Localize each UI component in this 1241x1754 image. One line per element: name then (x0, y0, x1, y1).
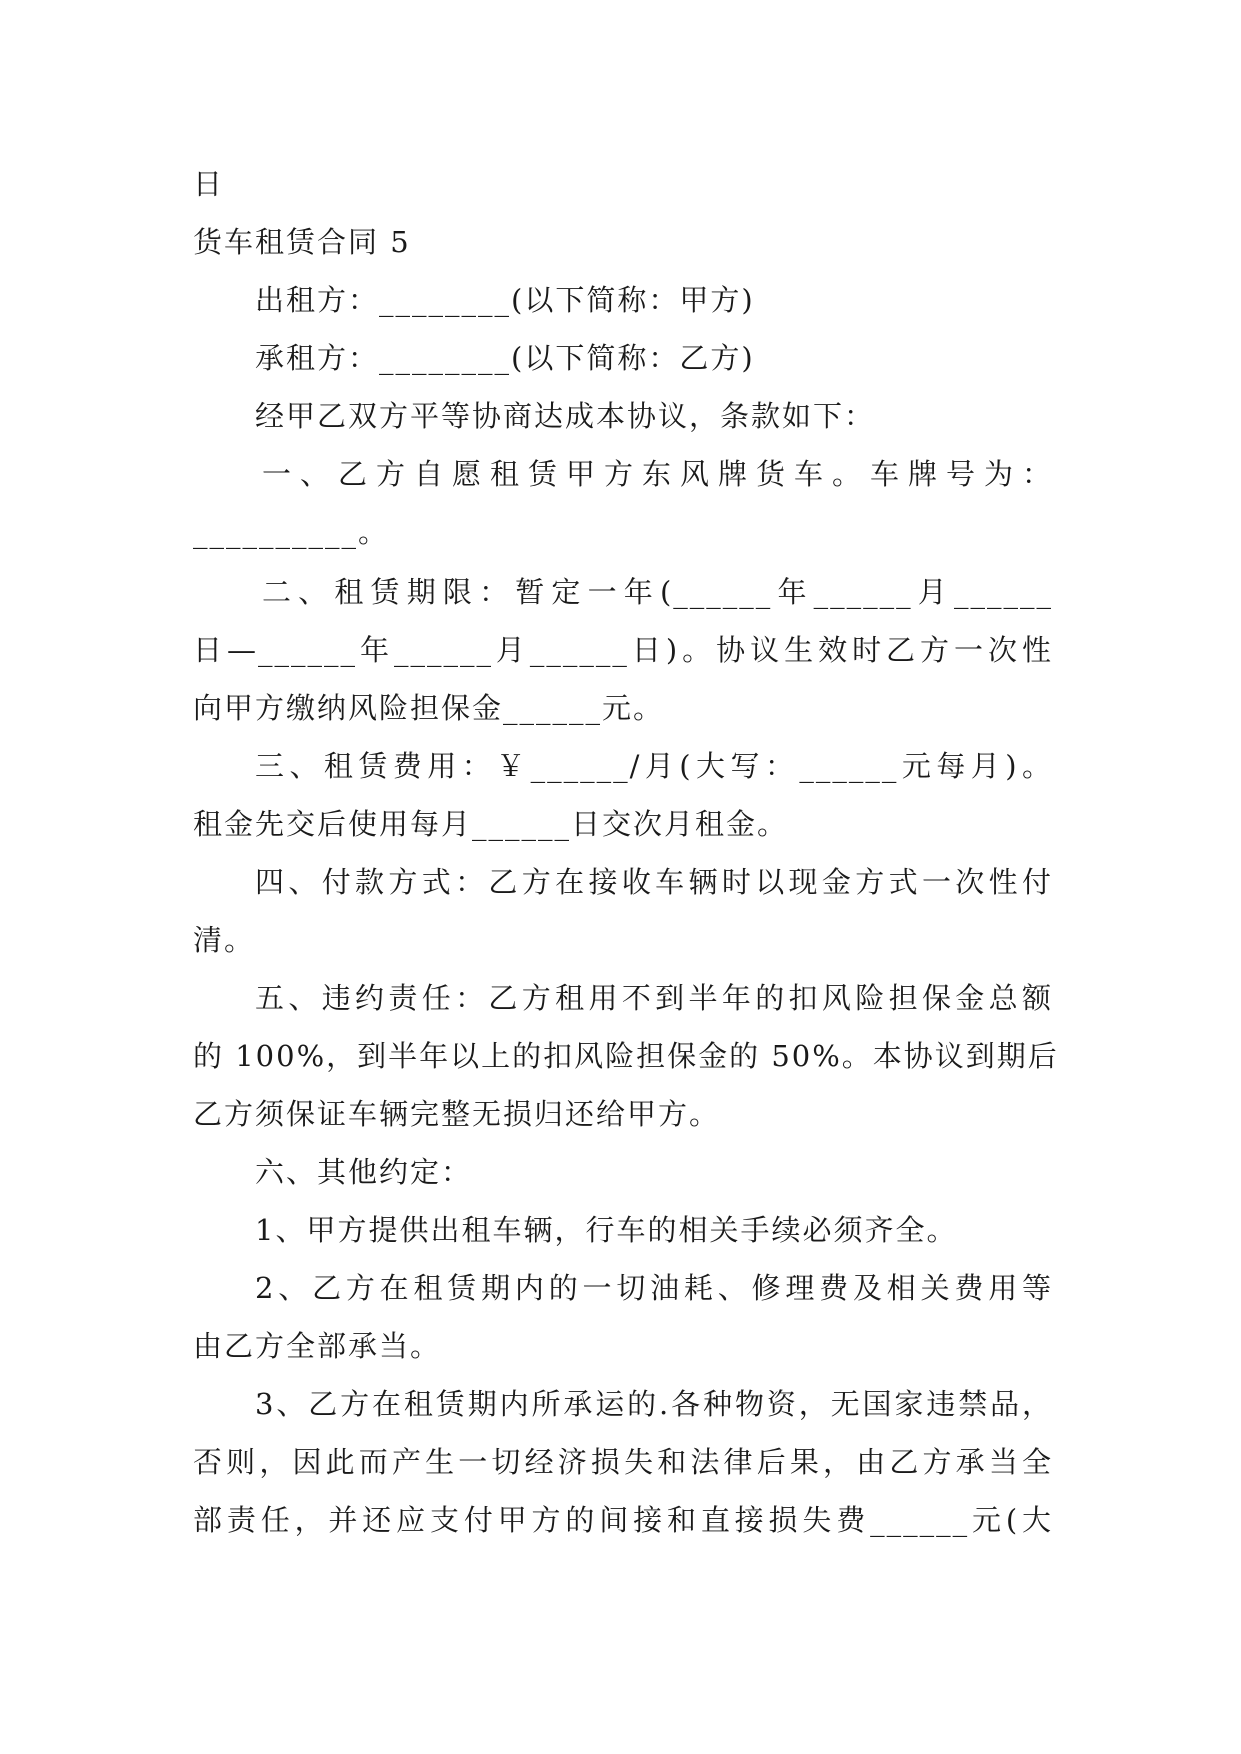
intro-line: 经甲乙双方平等协商达成本协议，条款如下： (255, 399, 876, 433)
clause-5-line-3: 乙方须保证车辆完整无损归还给甲方。 (193, 1097, 721, 1131)
clause-2-line-2: 日—______年______月______日)。协议生效时乙方一次性 (193, 633, 1053, 667)
clause-5-line-1: 五、违约责任：乙方租用不到半年的扣风险担保金总额 (255, 981, 1053, 1015)
clause-6-item-3-line-3: 部责任，并还应支付甲方的间接和直接损失费______元(大 (193, 1503, 1053, 1537)
clause-1-line-2: __________。 (193, 515, 390, 549)
clause-2-line-3: 向甲方缴纳风险担保金______元。 (193, 691, 665, 725)
clause-1-line-1: 一、乙方自愿租赁甲方东风牌货车。车牌号为： (262, 457, 1053, 491)
lessor-line: 出租方：________(以下简称：甲方) (255, 283, 755, 317)
clause-6-item-2-line-1: 2、乙方在租赁期内的一切油耗、修理费及相关费用等 (255, 1271, 1053, 1305)
clause-6-heading: 六、其他约定： (255, 1155, 473, 1189)
contract-title: 货车租赁合同 5 (193, 225, 411, 259)
clause-3-line-2: 租金先交后使用每月______日交次月租金。 (193, 807, 789, 841)
clause-3-line-1: 三、租赁费用：￥______/月(大写：______元每月)。 (255, 749, 1053, 783)
clause-6-item-1: 1、甲方提供出租车辆，行车的相关手续必须齐全。 (255, 1213, 958, 1247)
clause-4-line-2: 清。 (193, 923, 256, 957)
clause-5-line-2: 的 100%，到半年以上的扣风险担保金的 50%。本协议到期后 (193, 1039, 1059, 1073)
clause-4-line-1: 四、付款方式：乙方在接收车辆时以现金方式一次性付 (255, 865, 1053, 899)
clause-6-item-2-line-2: 由乙方全部承当。 (193, 1329, 442, 1363)
clause-6-item-3-line-1: 3、乙方在租赁期内所承运的.各种物资，无国家违禁品， (255, 1387, 1053, 1421)
lessee-line: 承租方：________(以下简称：乙方) (255, 341, 755, 375)
text-line-continuation: 日 (193, 167, 225, 201)
clause-6-item-3-line-2: 否则，因此而产生一切经济损失和法律后果，由乙方承当全 (193, 1445, 1053, 1479)
clause-2-line-1: 二、租赁期限：暂定一年(______年______月______ (262, 575, 1053, 609)
